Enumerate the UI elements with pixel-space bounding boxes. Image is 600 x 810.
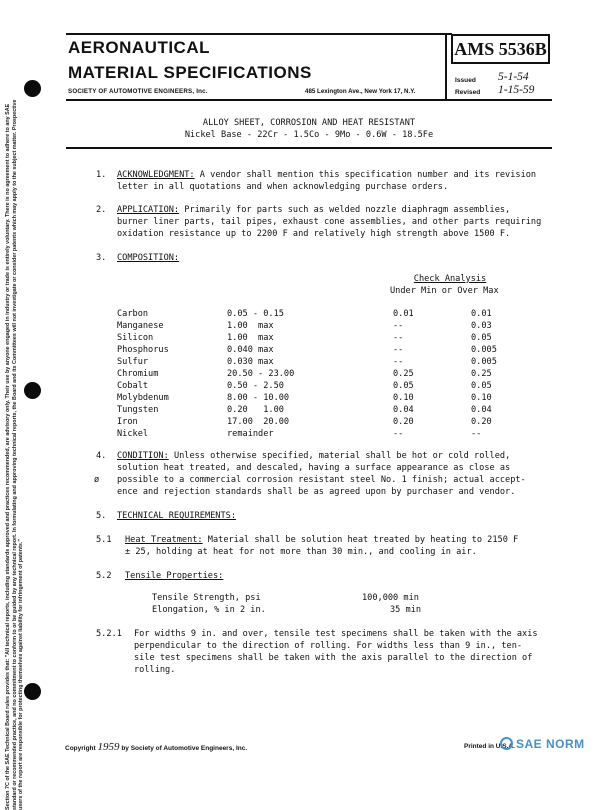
composition-under: 0.05 bbox=[393, 381, 414, 391]
composition-element: Tungsten bbox=[117, 405, 159, 415]
printed-in: Printed in U.S.A. bbox=[464, 743, 515, 750]
copyright-suffix: by Society of Automotive Engineers, Inc. bbox=[121, 745, 248, 752]
section-5-1-line1 bbox=[125, 534, 518, 546]
tensile-strength-label: Tensile Strength, psi bbox=[152, 593, 261, 603]
composition-range: remainder bbox=[227, 429, 274, 439]
section-5-1-text1: Material shall be solution heat treated by heating to 2150 F bbox=[207, 535, 519, 545]
composition-range: 0.030 max bbox=[227, 357, 274, 367]
check-analysis-subheader: Under Min or Over Max bbox=[390, 286, 499, 296]
section-5-2-number: 5.2 bbox=[96, 571, 112, 581]
composition-row bbox=[117, 368, 541, 380]
composition-row bbox=[117, 308, 541, 320]
section-5-2-1-number: 5.2.1 bbox=[96, 629, 122, 639]
title-rule bbox=[66, 147, 552, 149]
watermark-text: SAE NORM bbox=[516, 737, 585, 751]
section-5-2-1-text3: sile test specimens shall be taken with the axis parallel to the direction of bbox=[134, 653, 533, 663]
composition-element: Iron bbox=[117, 417, 138, 427]
copyright-year: 1959 bbox=[97, 741, 120, 753]
revised-date: 1-15-59 bbox=[498, 84, 535, 96]
section-2-heading: APPLICATION: bbox=[117, 205, 180, 215]
section-2-text2: burner liner parts, tail pipes, exhaust cone assemblies, and other parts requiring bbox=[117, 217, 542, 227]
composition-table bbox=[117, 308, 541, 440]
section-4-text1: Unless otherwise specified, material shall be hot or cold rolled, bbox=[173, 451, 511, 461]
composition-element: Molybdenum bbox=[117, 393, 169, 403]
section-4-number: 4. bbox=[96, 451, 107, 461]
composition-row bbox=[117, 332, 541, 344]
section-1-text1: A vendor shall mention this specification number and its revision bbox=[199, 170, 537, 180]
composition-range: 1.00 max bbox=[227, 321, 274, 331]
header-bottom-rule bbox=[66, 99, 552, 101]
section-5-2-1-text2: perpendicular to the direction of rolling. For widths less than 9 in., ten- bbox=[134, 641, 523, 651]
section-2-number: 2. bbox=[96, 205, 107, 215]
section-4-text3: possible to a commercial corrosion resistant steel No. 1 finish; actual accept- bbox=[117, 475, 526, 485]
section-5-heading: TECHNICAL REQUIREMENTS: bbox=[117, 511, 236, 521]
issued-label: Issued bbox=[455, 77, 476, 84]
composition-over: 0.05 bbox=[471, 333, 492, 343]
section-1-number: 1. bbox=[96, 170, 107, 180]
section-1-heading: ACKNOWLEDGMENT: bbox=[117, 170, 195, 180]
composition-element: Sulfur bbox=[117, 357, 149, 367]
composition-element: Cobalt bbox=[117, 381, 149, 391]
composition-row bbox=[117, 344, 541, 356]
elongation-value: 35 min bbox=[390, 605, 422, 615]
society-address: 485 Lexington Ave., New York 17, N.Y. bbox=[305, 88, 416, 95]
composition-under: -- bbox=[393, 333, 404, 343]
spec-number-box: AMS 5536B bbox=[451, 34, 550, 64]
composition-over: 0.05 bbox=[471, 381, 492, 391]
section-4-text2: solution heat treated, and descaled, having a surface appearance as close as bbox=[117, 463, 511, 473]
elongation-label: Elongation, % in 2 in. bbox=[152, 605, 266, 615]
composition-under: -- bbox=[393, 429, 404, 439]
composition-element: Carbon bbox=[117, 309, 149, 319]
header-divider bbox=[445, 33, 447, 101]
composition-element: Chromium bbox=[117, 369, 159, 379]
composition-row bbox=[117, 416, 541, 428]
composition-row bbox=[117, 428, 541, 440]
section-5-1-heading: Heat Treatment: bbox=[125, 535, 203, 545]
header-title-line1: AERONAUTICAL bbox=[68, 38, 210, 57]
revised-label: Revised bbox=[455, 89, 481, 96]
footer-copyright bbox=[65, 741, 247, 753]
composition-under: 0.04 bbox=[393, 405, 414, 415]
composition-element: Silicon bbox=[117, 333, 154, 343]
composition-range: 20.50 - 23.00 bbox=[227, 369, 295, 379]
composition-element: Nickel bbox=[117, 429, 149, 439]
composition-under: 0.10 bbox=[393, 393, 414, 403]
section-2-text3: oxidation resistance up to 2200 F and relatively high strength above 1500 F. bbox=[117, 229, 511, 239]
revision-change-mark: ø bbox=[94, 475, 100, 485]
composition-over: 0.005 bbox=[471, 357, 497, 367]
composition-under: 0.01 bbox=[393, 309, 414, 319]
composition-under: -- bbox=[393, 321, 404, 331]
section-1-line1 bbox=[117, 169, 557, 181]
composition-over: 0.04 bbox=[471, 405, 492, 415]
section-2-text1: Primarily for parts such as welded nozzle diaphragm assemblies, bbox=[184, 205, 511, 215]
tensile-strength-value: 100,000 min bbox=[362, 593, 419, 603]
composition-range: 8.00 - 10.00 bbox=[227, 393, 290, 403]
section-4-heading: CONDITION: bbox=[117, 451, 169, 461]
composition-range: 0.20 1.00 bbox=[227, 405, 284, 415]
composition-over: 0.20 bbox=[471, 417, 492, 427]
section-5-2-1-text1: For widths 9 in. and over, tensile test specimens shall be taken with the axis bbox=[134, 629, 538, 639]
composition-under: -- bbox=[393, 357, 404, 367]
watermark-logo-icon bbox=[500, 737, 513, 750]
composition-element: Phosphorus bbox=[117, 345, 169, 355]
header-top-rule bbox=[66, 33, 452, 35]
composition-row bbox=[117, 320, 541, 332]
composition-range: 0.040 max bbox=[227, 345, 274, 355]
composition-over: 0.005 bbox=[471, 345, 497, 355]
composition-over: 0.25 bbox=[471, 369, 492, 379]
check-analysis-header: Check Analysis bbox=[413, 274, 487, 284]
composition-under: 0.20 bbox=[393, 417, 414, 427]
composition-over: 0.03 bbox=[471, 321, 492, 331]
composition-under: -- bbox=[393, 345, 404, 355]
section-5-1-text2: ± 25, holding at heat for not more than 30 min., and cooling in air. bbox=[125, 547, 477, 557]
composition-element: Manganese bbox=[117, 321, 164, 331]
issued-date: 5-1-54 bbox=[498, 71, 529, 83]
composition-under: 0.25 bbox=[393, 369, 414, 379]
society-name: SOCIETY OF AUTOMOTIVE ENGINEERS, Inc. bbox=[68, 88, 208, 95]
side-legal-notice: Section 7C of the SAE Technical Board rules provides that: "All technical reports, including standards approved and practices recommended, are advisory only. Their use by anyone engaged in industry or trade is entirely voluntary. There is no agreement to adhere to any SAE standard or recommended practice, and no commitment to conform to or be guided by any technical report. In formulating and approving technical reports, the Board and its Committees will not investigate or consider patents which may apply to the subject matter. Prospective users of the report are responsible for protecting themselves against liability for infringement of patents." bbox=[5, 99, 24, 810]
header-title-line2: MATERIAL SPECIFICATIONS bbox=[68, 63, 312, 82]
section-1-text2: letter in all quotations and when acknowledging purchase orders. bbox=[117, 182, 449, 192]
composition-row bbox=[117, 356, 541, 368]
section-4-text4: ence and rejection standards shall be as agreed upon by purchaser and vendor. bbox=[117, 487, 516, 497]
section-5-1-number: 5.1 bbox=[96, 535, 112, 545]
composition-row bbox=[117, 404, 541, 416]
composition-over: -- bbox=[471, 429, 482, 439]
copyright-prefix: Copyright bbox=[65, 745, 96, 752]
composition-range: 0.50 - 2.50 bbox=[227, 381, 284, 391]
section-3-heading: COMPOSITION: bbox=[117, 253, 180, 263]
composition-row bbox=[117, 380, 541, 392]
section-4-line1 bbox=[117, 450, 510, 462]
doc-title-line1: ALLOY SHEET, CORROSION AND HEAT RESISTANT bbox=[202, 118, 416, 128]
section-5-number: 5. bbox=[96, 511, 107, 521]
composition-over: 0.10 bbox=[471, 393, 492, 403]
section-2-line1 bbox=[117, 204, 510, 216]
composition-row bbox=[117, 392, 541, 404]
section-5-2-1-text4: rolling. bbox=[134, 665, 176, 675]
composition-range: 17.00 20.00 bbox=[227, 417, 290, 427]
composition-range: 1.00 max bbox=[227, 333, 274, 343]
composition-range: 0.05 - 0.15 bbox=[227, 309, 284, 319]
doc-title-line2: Nickel Base - 22Cr - 1.5Co - 9Mo - 0.6W - 18.5Fe bbox=[184, 130, 434, 140]
section-3-number: 3. bbox=[96, 253, 107, 263]
section-5-2-heading: Tensile Properties: bbox=[125, 571, 224, 581]
composition-over: 0.01 bbox=[471, 309, 492, 319]
